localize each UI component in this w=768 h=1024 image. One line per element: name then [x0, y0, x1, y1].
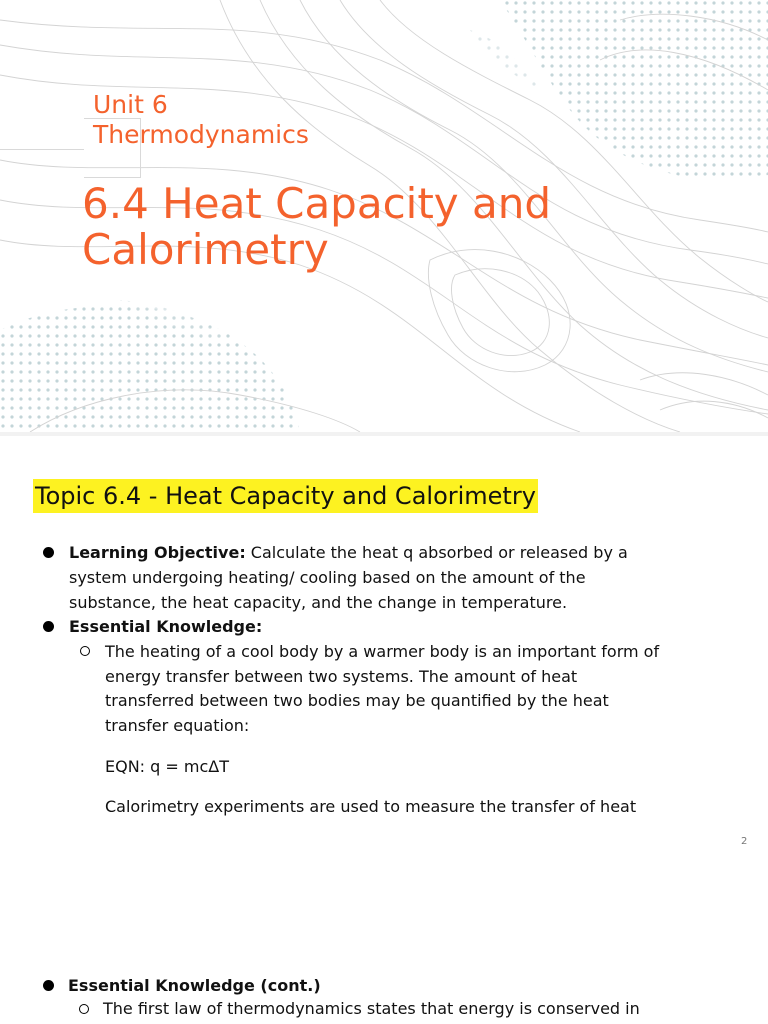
first-law-text: The first law of thermodynamics states that energy is conserved in [103, 999, 640, 1018]
bullet-dot [43, 547, 54, 558]
slide-title [82, 181, 702, 273]
learning-objective-label: Learning Objective: [69, 543, 246, 562]
calorimetry-note: Calorimetry experiments are used to measure the transfer of heat [105, 797, 637, 816]
knowledge-text-line2: energy transfer between two systems. The amount of heat [105, 667, 578, 686]
topic-heading: Topic 6.4 - Heat Capacity and Calorimetry [33, 479, 538, 513]
page-number: 2 [741, 836, 748, 847]
slide-title-line1: 6.4 Heat Capacity and [82, 179, 552, 228]
title-rule [0, 149, 84, 150]
slide-title-line2: Calorimetry [82, 225, 329, 274]
essential-knowledge-label: Essential Knowledge: [69, 617, 263, 636]
unit-label [93, 90, 309, 150]
bullet-dot [43, 621, 54, 632]
knowledge-text-line4: transfer equation: [105, 716, 250, 735]
sub-bullet-circle [79, 1004, 89, 1014]
unit-subject: Thermodynamics [93, 120, 309, 149]
unit-number: Unit 6 [93, 90, 168, 119]
knowledge-text-line3: transferred between two bodies may be quantified by the heat [105, 691, 609, 710]
knowledge-text-line1: The heating of a cool body by a warmer body is an important form of [105, 642, 660, 661]
title-slide [0, 0, 768, 432]
essential-knowledge-cont-label: Essential Knowledge (cont.) [68, 976, 321, 995]
learning-objective-line3: substance, the heat capacity, and the change in temperature. [69, 593, 568, 612]
slide-separator [0, 432, 768, 436]
bullet-dot [43, 980, 54, 991]
sub-bullet-circle [80, 646, 90, 656]
learning-objective-line2: system undergoing heating/ cooling based on the amount of the [69, 568, 586, 587]
heat-equation: EQN: q = mcΔT [105, 757, 229, 776]
learning-objective-line1 [69, 540, 628, 565]
learning-objective-text: Calculate the heat q absorbed or released by a [245, 543, 628, 562]
